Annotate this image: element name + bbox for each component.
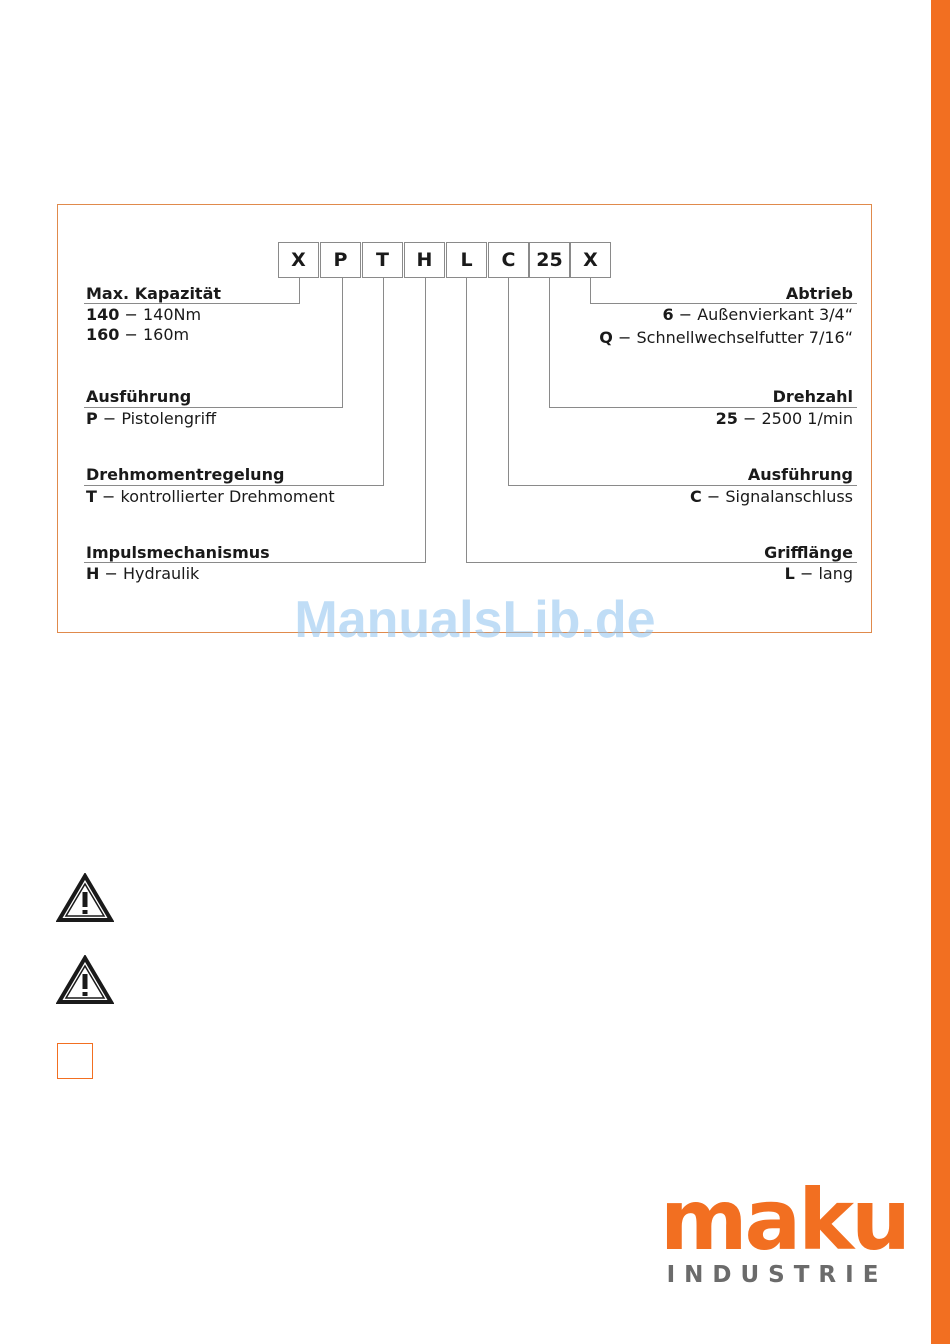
option-code: L [784, 564, 795, 583]
code-box-5: L [446, 242, 487, 278]
separator: − [701, 487, 726, 506]
group-heading-torque-control: Drehmomentregelung [86, 465, 285, 484]
connector-line [466, 278, 467, 562]
note-square-icon [57, 1043, 93, 1079]
logo-maku: maku [660, 1171, 908, 1269]
connector-line [549, 278, 550, 407]
connector-line [84, 485, 384, 486]
option-code: T [86, 487, 97, 506]
group-heading-grip-length: Grifflänge [764, 543, 853, 562]
group-heading-version-right: Ausführung [747, 465, 853, 484]
option-text: 2500 1/min [761, 409, 853, 428]
connector-line [299, 278, 300, 303]
code-box-8: X [570, 242, 611, 278]
option-code: H [86, 564, 100, 583]
option-code: P [86, 409, 98, 428]
option-line [785, 564, 853, 584]
option-line [86, 409, 216, 429]
separator: − [97, 409, 122, 428]
separator: − [99, 564, 123, 583]
separator: − [119, 305, 143, 324]
connector-line [508, 485, 857, 486]
option-code: Q [599, 328, 613, 347]
option-code: 25 [715, 409, 738, 428]
code-box-6: C [488, 242, 529, 278]
option-code: 6 [662, 305, 674, 324]
logo-tagline: INDUSTRIE [666, 1262, 888, 1288]
connector-line [590, 278, 591, 303]
option-code: 160 [86, 325, 120, 344]
option-text: Außenvierkant 3/4“ [697, 305, 853, 324]
option-text: kontrollierter Drehmoment [120, 487, 335, 506]
option-line [86, 564, 199, 584]
connector-line [383, 278, 384, 485]
separator: − [612, 328, 637, 347]
watermark: ManualsLib.de [294, 591, 656, 649]
separator: − [119, 325, 143, 344]
separator: − [794, 564, 819, 583]
warning-triangle-icon [56, 873, 114, 923]
code-box-7: 25 [529, 242, 570, 278]
connector-line [84, 407, 343, 408]
connector-line [425, 278, 426, 562]
warning-triangle-icon [56, 955, 114, 1005]
option-text: Schnellwechselfutter 7/16“ [636, 328, 853, 347]
group-heading-impulse-mechanism: Impulsmechanismus [86, 543, 270, 562]
option-line [86, 487, 335, 507]
code-box-2: P [320, 242, 361, 278]
separator: − [673, 305, 698, 324]
separator: − [96, 487, 121, 506]
option-text: 160m [142, 325, 190, 344]
option-text: 140Nm [142, 305, 202, 324]
separator: − [737, 409, 762, 428]
option-line [662, 305, 853, 325]
option-code: C [690, 487, 702, 506]
code-box-3: T [362, 242, 403, 278]
code-box-4: H [404, 242, 445, 278]
option-code: 140 [86, 305, 120, 324]
connector-line [549, 407, 857, 408]
orange-side-bar [931, 0, 950, 1344]
code-box-1: X [278, 242, 319, 278]
option-line [716, 409, 853, 429]
group-heading-max-capacity: Max. Kapazität [86, 284, 222, 303]
option-line [86, 325, 189, 345]
connector-line [342, 278, 343, 407]
group-heading-version: Ausführung [86, 387, 192, 406]
group-heading-speed: Drehzahl [772, 387, 853, 406]
connector-line [508, 278, 509, 485]
option-text: lang [818, 564, 853, 583]
option-line [599, 328, 853, 348]
option-line [690, 487, 853, 507]
option-line [86, 305, 201, 325]
group-heading-output: Abtrieb [785, 284, 853, 303]
option-text: Pistolengriff [121, 409, 217, 428]
option-text: Signalanschluss [725, 487, 853, 506]
option-text: Hydraulik [122, 564, 200, 583]
